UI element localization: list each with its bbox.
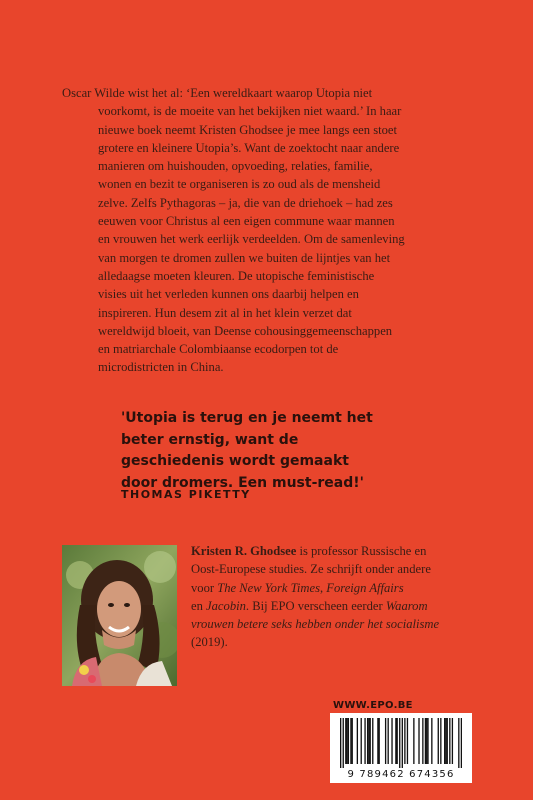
blurb-line: nieuwe boek neemt Kristen Ghodsee je mee langs een stoet — [98, 122, 398, 137]
barcode-bar — [440, 718, 441, 764]
barcode-bar — [427, 718, 428, 764]
blurb-line: microdistricten in China. — [98, 360, 224, 375]
barcode-bar — [452, 718, 453, 764]
quote-line: geschiedenis wordt gemaakt — [121, 453, 349, 469]
blurb-line: en matriarchale Colombiaanse ecodorpen tot de — [98, 342, 339, 357]
barcode-bar — [431, 718, 432, 764]
barcode-bar — [413, 718, 414, 764]
bio-text: (2019). — [191, 635, 228, 650]
barcode-bar — [372, 718, 373, 764]
barcode-bar — [395, 718, 396, 764]
barcode-bar — [388, 718, 389, 764]
quote-line: door dromers. Een must-read!' — [121, 474, 364, 491]
barcode-bar — [367, 718, 368, 764]
author-photo — [62, 545, 177, 686]
blurb-line: inspireren. Hun desem zit al in het klein verzet dat — [98, 305, 352, 320]
quote-line: beter ernstig, want de — [121, 431, 299, 448]
barcode-bar — [391, 718, 392, 764]
author-portrait-image — [62, 545, 177, 686]
barcode-bar — [379, 718, 380, 764]
blurb-line: wonen en bezit te organiseren is zo oud als de mensheid — [98, 177, 381, 192]
publication-title: The New York Times — [217, 580, 320, 595]
barcode-bar — [399, 718, 400, 768]
barcode-bar — [449, 718, 450, 764]
book-title: vrouwen betere seks hebben onder het socialisme — [191, 617, 440, 632]
publisher-url: WWW.EPO.BE — [333, 700, 413, 711]
author-name: Kristen R. Ghodsee — [191, 544, 297, 558]
barcode-bar — [357, 718, 358, 764]
isbn-number: 9 789462 674356 — [347, 769, 455, 780]
endorsement-quote — [121, 408, 491, 494]
barcode-bar — [368, 718, 369, 764]
book-title: Waarom — [385, 598, 428, 613]
barcode-bars — [340, 718, 462, 768]
barcode-bar — [377, 718, 378, 764]
blurb-line: visies uit het verleden kunnen ons daarbij helpen en — [98, 287, 359, 302]
barcode-bar — [444, 718, 445, 764]
author-bio — [191, 542, 491, 652]
blurb-line: manieren om huishouden, opvoeding, relaties, familie, — [98, 159, 373, 174]
barcode-bar — [425, 718, 426, 764]
barcode-bar — [340, 718, 341, 768]
publication-title: Foreign Affairs — [326, 580, 404, 595]
bio-text: voor — [191, 580, 218, 595]
barcode-bar — [422, 718, 423, 764]
barcode-bar — [345, 718, 346, 764]
bio-text: , — [320, 580, 327, 595]
barcode-bar — [352, 718, 353, 764]
barcode-bar — [445, 718, 446, 764]
blurb-line: grotere en kleinere Utopia’s. Want de zoektocht naar andere — [98, 140, 400, 155]
barcode-bar — [402, 718, 403, 768]
barcode-bar — [346, 718, 347, 764]
barcode-bar — [370, 718, 371, 764]
barcode-bar — [404, 718, 405, 764]
bio-text: . Bij EPO verscheen eerder — [245, 598, 386, 613]
blurb-line: voorkomt, is de moeite van het bekijken niet waard.’ In haar — [98, 104, 402, 119]
blurb-line: van morgen te dromen zullen we buiten de lijntjes van het — [98, 250, 391, 265]
quote-line: 'Utopia is terug en je neemt het — [121, 410, 373, 426]
blurb-line: wereldwijd bloeit, van Deense cohousinggemeenschappen — [98, 323, 393, 338]
barcode-bar — [447, 718, 448, 764]
bio-text: en — [191, 598, 207, 613]
barcode-bar — [350, 718, 351, 764]
blurb-line: zelve. Zelfs Pythagoras – ja, die van de driehoek – had zes — [98, 195, 393, 210]
barcode-bar — [458, 718, 459, 768]
barcode-bar — [385, 718, 386, 764]
blurb-line: Oscar Wilde wist het al: ‘Een wereldkaart waarop Utopia niet — [62, 86, 373, 100]
barcode-bar — [461, 718, 462, 768]
barcode-bar — [361, 718, 362, 764]
barcode-bar — [426, 718, 427, 764]
barcode-bar — [364, 718, 365, 764]
quote-author: THOMAS PIKETTY — [121, 488, 251, 501]
barcode-bar — [348, 718, 349, 764]
barcode-bar — [418, 718, 419, 764]
barcode-bar — [343, 718, 344, 768]
isbn-barcode — [330, 713, 472, 783]
blurb-line: eeuwen voor Christus al een eigen commune waar mannen — [98, 214, 395, 229]
barcode-bar — [407, 718, 408, 764]
publication-title: Jacobin — [206, 598, 246, 613]
barcode-bar — [438, 718, 439, 764]
bio-text: Oost-Europese studies. Ze schrijft onder andere — [191, 562, 431, 577]
barcode-bar — [397, 718, 398, 764]
back-cover-blurb — [62, 84, 510, 377]
bio-text: is professor Russische en — [296, 544, 427, 558]
blurb-line: alledaagse moeten kleuren. De utopische feministische — [98, 268, 375, 283]
blurb-line: en vrouwen het werk eerlijk verdeelden. Om de samenleving — [98, 232, 405, 247]
